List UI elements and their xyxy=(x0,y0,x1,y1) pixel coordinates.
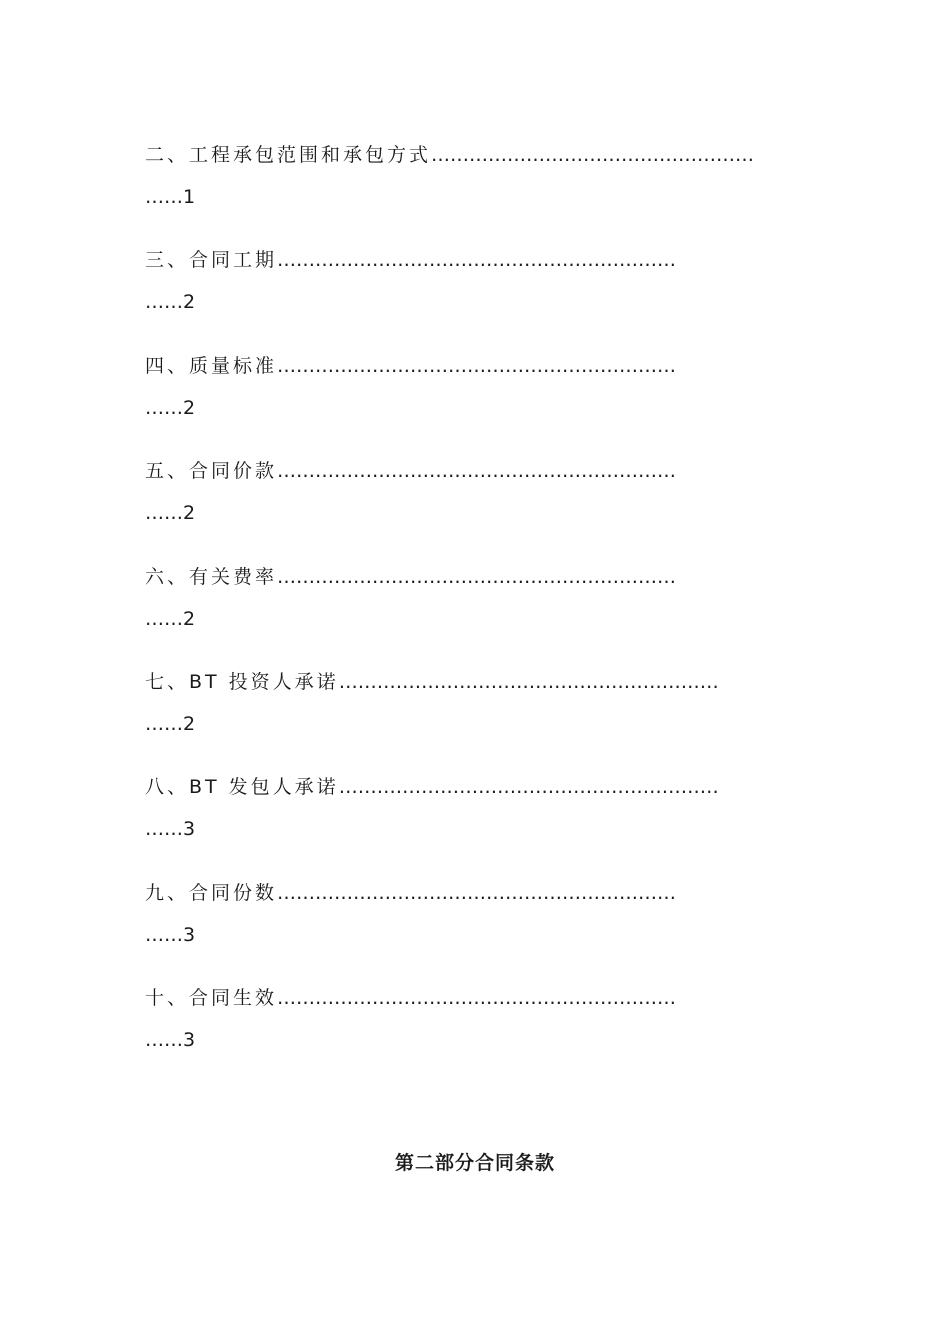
toc-entry-title: 二、工程承包范围和承包方式 xyxy=(145,144,432,166)
toc-dot-leader: …………………………………………………… xyxy=(338,776,719,799)
toc-entry-title: 四、质量标准 xyxy=(145,354,278,377)
toc-entry-title: 九、合同份数 xyxy=(145,881,278,904)
toc-dot-leader: …………………………………………… xyxy=(431,144,755,166)
toc-dot-leader-continued: …… xyxy=(145,1029,183,1052)
toc-page-number: 3 xyxy=(183,818,196,841)
toc-page-number: 1 xyxy=(183,186,196,208)
toc-page-line xyxy=(145,496,805,530)
toc-dot-leader: ……………………………………………………… xyxy=(277,460,677,483)
toc-dot-leader: ……………………………………………………… xyxy=(277,881,677,904)
toc-entry[interactable] xyxy=(145,876,805,981)
toc-dot-leader-continued: …… xyxy=(145,396,183,419)
toc-page-number: 2 xyxy=(183,607,196,630)
toc-entry[interactable] xyxy=(145,349,805,454)
toc-entry-title: 五、合同价款 xyxy=(145,460,278,483)
toc-entry-title: 六、有关费率 xyxy=(145,565,278,588)
toc-dot-leader-continued: …… xyxy=(145,291,183,314)
toc-line xyxy=(145,665,795,699)
toc-page-line xyxy=(145,602,805,636)
toc-entry[interactable] xyxy=(145,981,805,1086)
toc-page-line xyxy=(145,391,805,425)
toc-page-line xyxy=(145,812,805,846)
toc-entry[interactable] xyxy=(145,454,805,559)
toc-entry-title: 八、BT 发包人承诺 xyxy=(145,776,339,799)
toc-dot-leader: ……………………………………………………… xyxy=(277,565,677,588)
toc-entry-title: 三、合同工期 xyxy=(145,249,278,272)
table-of-contents xyxy=(145,138,805,1087)
toc-dot-leader: …………………………………………………… xyxy=(338,670,719,693)
toc-dot-leader-continued: …… xyxy=(145,923,183,946)
toc-line xyxy=(145,981,795,1015)
toc-entry[interactable] xyxy=(145,243,805,348)
toc-entry[interactable] xyxy=(145,560,805,665)
toc-page-number: 3 xyxy=(183,1029,196,1052)
toc-page-number: 2 xyxy=(183,502,196,525)
toc-entry-title: 十、合同生效 xyxy=(145,987,278,1010)
toc-page-line xyxy=(145,285,805,319)
toc-dot-leader-continued: …… xyxy=(145,502,183,525)
toc-line xyxy=(145,770,795,804)
toc-line xyxy=(145,560,795,594)
toc-page-line xyxy=(145,1023,805,1057)
toc-entry[interactable] xyxy=(145,665,805,770)
toc-dot-leader-continued: …… xyxy=(145,818,183,841)
toc-line xyxy=(145,349,795,383)
toc-dot-leader-continued: …… xyxy=(145,186,183,208)
toc-entry-title: 七、BT 投资人承诺 xyxy=(145,670,339,693)
toc-dot-leader: ……………………………………………………… xyxy=(277,249,677,272)
toc-dot-leader: ……………………………………………………… xyxy=(277,354,677,377)
toc-entry[interactable] xyxy=(145,138,805,243)
toc-line xyxy=(145,243,795,277)
toc-line xyxy=(145,876,795,910)
toc-dot-leader-continued: …… xyxy=(145,712,183,735)
toc-page-number: 2 xyxy=(183,396,196,419)
toc-page-line xyxy=(145,918,805,952)
toc-entry[interactable] xyxy=(145,770,805,875)
toc-line xyxy=(145,454,795,488)
toc-page-line xyxy=(145,707,805,741)
toc-page-number: 3 xyxy=(183,923,196,946)
toc-line xyxy=(145,138,795,172)
toc-dot-leader-continued: …… xyxy=(145,607,183,630)
toc-dot-leader: ……………………………………………………… xyxy=(277,987,677,1010)
section-heading: 第二部分合同条款 xyxy=(394,1152,555,1174)
toc-page-number: 2 xyxy=(183,712,196,735)
toc-page-number: 2 xyxy=(183,291,196,314)
toc-page-line xyxy=(145,180,805,214)
